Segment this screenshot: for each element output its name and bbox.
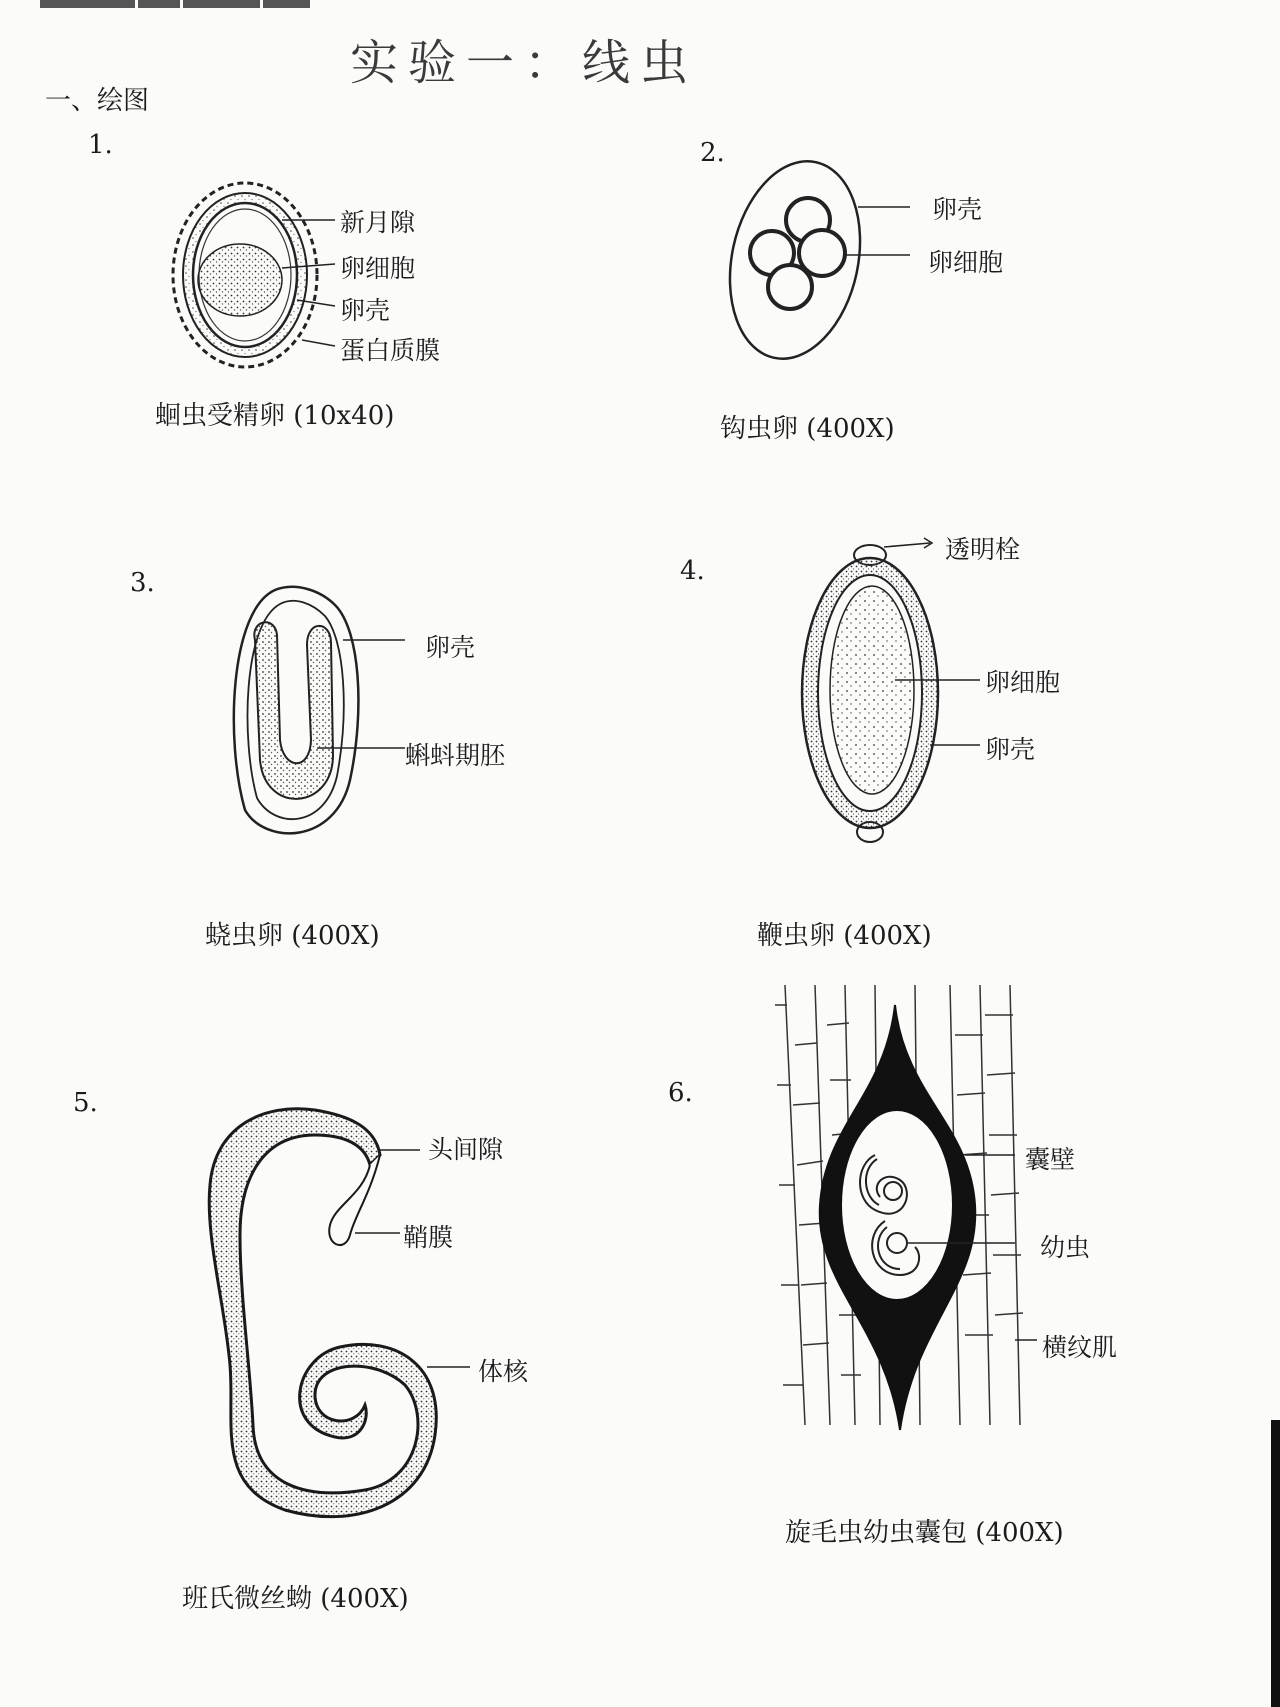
figure-caption: 班氏微丝蚴 (400X) — [182, 1584, 409, 1614]
label-transparent-plug: 透明栓 — [945, 535, 1021, 564]
label-protein-membrane: 蛋白质膜 — [340, 336, 441, 365]
label-sheath: 鞘膜 — [403, 1223, 454, 1252]
label-cyst-wall: 囊壁 — [1025, 1145, 1076, 1174]
label-larva: 幼虫 — [1040, 1233, 1091, 1262]
trichinella-cyst-drawing — [775, 985, 1035, 1435]
figure-caption: 旋毛虫幼虫囊包 (400X) — [785, 1518, 1064, 1548]
label-egg-shell: 卵壳 — [340, 296, 391, 325]
label-egg-shell: 卵壳 — [425, 633, 476, 662]
figure-number: 5. — [73, 1088, 98, 1118]
figure-number: 6. — [668, 1078, 693, 1108]
label-egg-shell: 卵壳 — [985, 735, 1036, 764]
figure-caption: 蛲虫卵 (400X) — [205, 921, 380, 951]
figure-caption: 鞭虫卵 (400X) — [757, 921, 932, 951]
label-body-nuclei: 体核 — [478, 1357, 529, 1386]
label-tadpole-embryo: 蝌蚪期胚 — [405, 741, 506, 770]
hookworm-egg-drawing — [730, 155, 930, 375]
label-striated-muscle: 横纹肌 — [1042, 1333, 1118, 1362]
figure-caption: 钩虫卵 (400X) — [720, 414, 895, 444]
figure-number: 2. — [700, 138, 725, 168]
scan-edge-top — [40, 0, 310, 8]
scan-edge-right — [1271, 1420, 1280, 1707]
label-egg-cell: 卵细胞 — [340, 254, 416, 283]
label-egg-cell: 卵细胞 — [928, 248, 1004, 277]
label-crescent-gap: 新月隙 — [340, 208, 416, 237]
figure-number: 3. — [130, 568, 155, 598]
figure-number: 1. — [88, 130, 113, 160]
label-cephalic-space: 头间隙 — [428, 1135, 504, 1164]
figure-caption: 蛔虫受精卵 (10x40) — [155, 401, 395, 431]
pinworm-egg-drawing — [225, 580, 555, 850]
label-egg-shell: 卵壳 — [932, 195, 983, 224]
label-egg-cell: 卵细胞 — [985, 668, 1061, 697]
figure-number: 4. — [680, 556, 705, 586]
section-heading: 一、绘图 — [45, 86, 150, 116]
page-title: 实验一：线虫 — [350, 35, 699, 91]
ascaris-egg-drawing — [170, 180, 470, 410]
